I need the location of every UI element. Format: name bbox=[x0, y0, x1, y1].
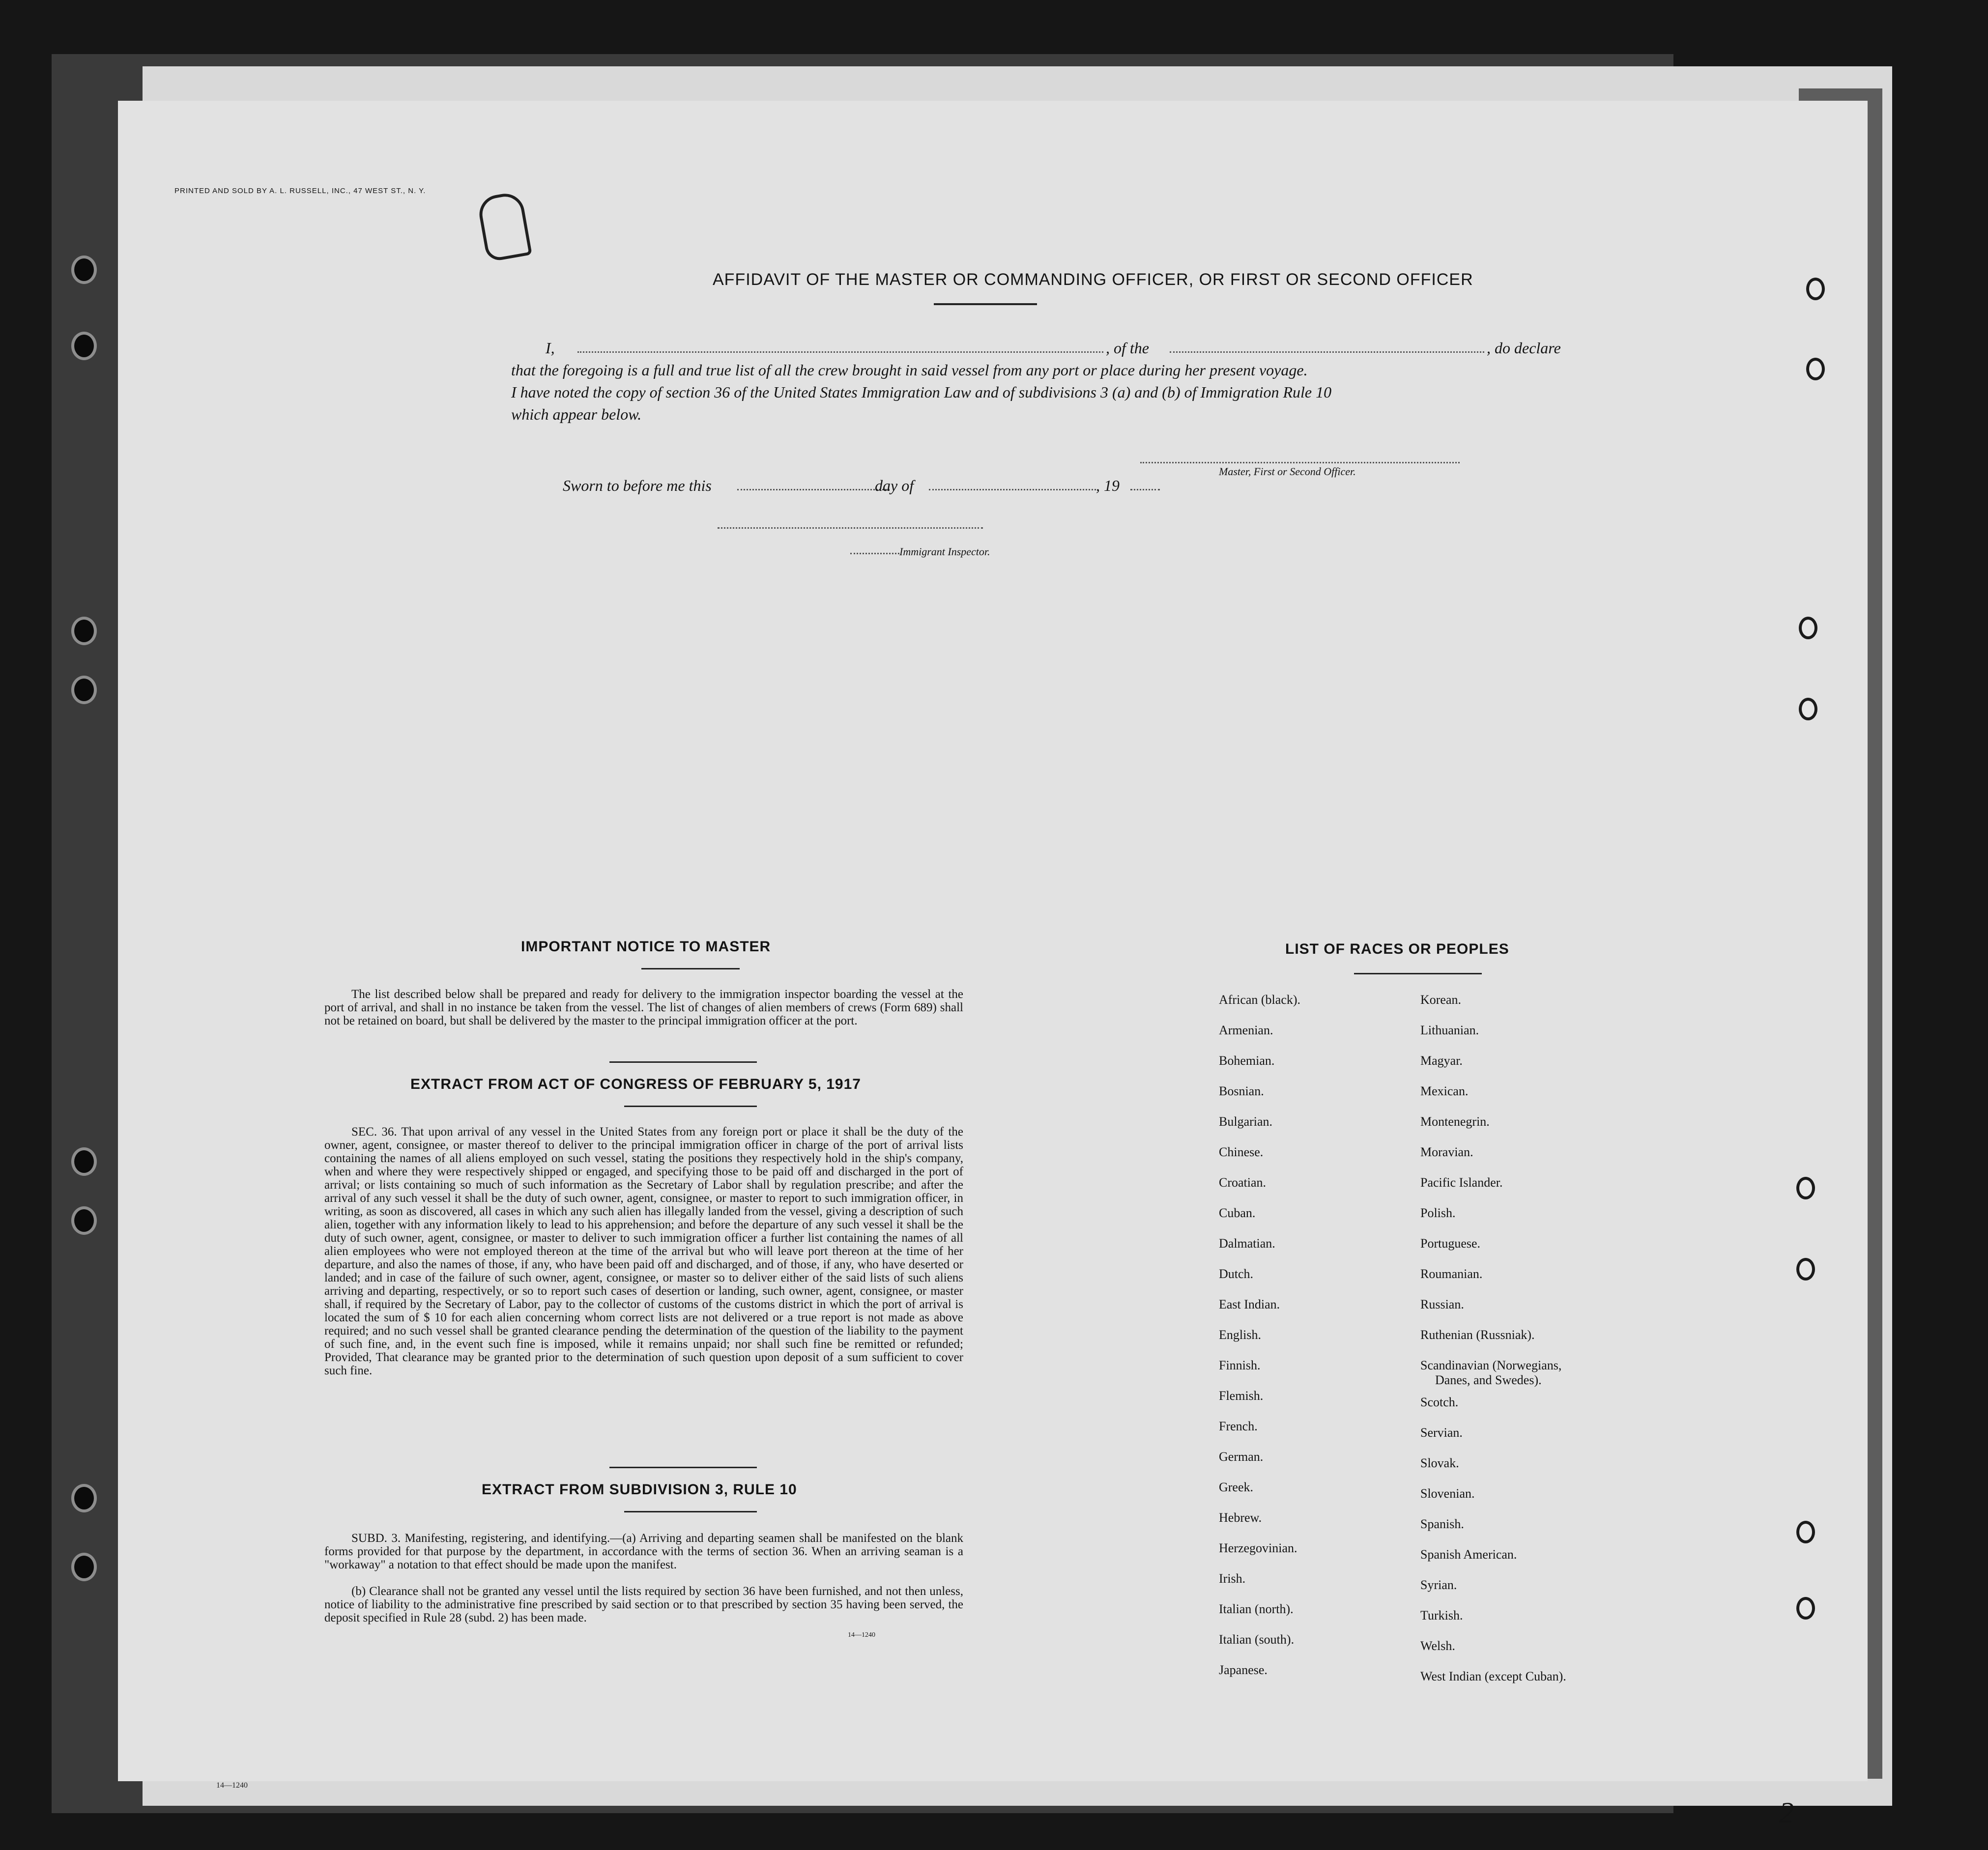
punch-hole bbox=[71, 1484, 97, 1512]
punch-hole bbox=[1796, 1258, 1815, 1281]
race-right-5: Montenegrin. bbox=[1420, 1114, 1490, 1129]
punch-hole bbox=[1806, 358, 1825, 380]
race-right-23: West Indian (except Cuban). bbox=[1420, 1669, 1566, 1683]
race-right-2: Lithuanian. bbox=[1420, 1023, 1479, 1037]
race-right-11: Russian. bbox=[1420, 1297, 1464, 1311]
notice-title: IMPORTANT NOTICE TO MASTER bbox=[521, 939, 771, 955]
master-label: Master, First or Second Officer. bbox=[1219, 465, 1356, 478]
affidavit-line-3: I have noted the copy of section 36 of the United States Immigration Law and of subdivisions 3 (a) and (b) of Immigration Rule 10 bbox=[511, 383, 1332, 401]
year-prefix: , 19 bbox=[1096, 477, 1120, 494]
punch-hole bbox=[1796, 1521, 1815, 1543]
race-right-22: Welsh. bbox=[1420, 1639, 1455, 1653]
affidavit-do-declare: , do declare bbox=[1487, 339, 1561, 357]
race-left-17: Greek. bbox=[1219, 1480, 1254, 1494]
inspector-lead bbox=[850, 553, 899, 554]
race-right-14: Scotch. bbox=[1420, 1395, 1459, 1409]
race-left-7: Croatian. bbox=[1219, 1175, 1267, 1190]
race-right-1: Korean. bbox=[1420, 993, 1462, 1007]
punch-hole bbox=[1796, 1177, 1815, 1199]
master-signature-blank[interactable] bbox=[1140, 462, 1460, 463]
race-left-11: East Indian. bbox=[1219, 1297, 1280, 1311]
race-left-14: Flemish. bbox=[1219, 1389, 1264, 1403]
race-left-4: Bosnian. bbox=[1219, 1084, 1264, 1098]
race-left-23: Japanese. bbox=[1219, 1663, 1268, 1677]
race-right-7: Pacific Islander. bbox=[1420, 1175, 1503, 1190]
vessel-blank[interactable] bbox=[1170, 351, 1484, 353]
ink-mark bbox=[476, 191, 532, 262]
race-left-16: German. bbox=[1219, 1450, 1264, 1464]
race-right-15: Servian. bbox=[1420, 1425, 1463, 1440]
race-left-2: Armenian. bbox=[1219, 1023, 1273, 1037]
document-page bbox=[118, 101, 1868, 1829]
race-left-10: Dutch. bbox=[1219, 1267, 1254, 1281]
race-right-13: Scandinavian (Norwegians, bbox=[1420, 1358, 1562, 1372]
punch-hole bbox=[71, 256, 97, 284]
day-of-text: day of bbox=[875, 477, 914, 494]
race-left-6: Chinese. bbox=[1219, 1145, 1264, 1159]
race-right-3: Magyar. bbox=[1420, 1053, 1463, 1068]
notice-divider bbox=[609, 1061, 757, 1063]
extract-act-divider bbox=[609, 1467, 757, 1468]
inspector-label: Immigrant Inspector. bbox=[899, 545, 990, 558]
race-left-12: English. bbox=[1219, 1328, 1261, 1342]
race-right-13-cont: Danes, and Swedes). bbox=[1435, 1373, 1542, 1387]
race-left-3: Bohemian. bbox=[1219, 1053, 1275, 1068]
race-right-19: Spanish American. bbox=[1420, 1547, 1517, 1562]
race-right-20: Syrian. bbox=[1420, 1578, 1457, 1592]
race-right-12: Ruthenian (Russniak). bbox=[1420, 1328, 1535, 1342]
affidavit-line-2: that the foregoing is a full and true list of all the crew brought in said vessel from any port or place during her present voyage. bbox=[511, 361, 1308, 379]
extract-rule-text-a: SUBD. 3. Manifesting, registering, and identifying.—(a) Arriving and departing seamen shall be manifested on the blank forms provided for that purpose by the department, in accordance with the terms of section 36. When an arriving seaman is a "workaway" a notation to that effect should be made upon the manifest. bbox=[324, 1532, 963, 1571]
race-left-19: Herzegovinian. bbox=[1219, 1541, 1297, 1555]
notice-rule bbox=[641, 968, 740, 969]
margin-form-number: 14—1240 bbox=[216, 1781, 248, 1790]
day-blank[interactable] bbox=[737, 489, 890, 490]
sworn-text: Sworn to before me this bbox=[563, 477, 712, 494]
race-right-8: Polish. bbox=[1420, 1206, 1456, 1220]
extract-act-title: EXTRACT FROM ACT OF CONGRESS OF FEBRUARY 5, 1917 bbox=[410, 1076, 861, 1092]
race-left-13: Finnish. bbox=[1219, 1358, 1261, 1372]
race-right-18: Spanish. bbox=[1420, 1517, 1464, 1531]
race-left-1: African (black). bbox=[1219, 993, 1301, 1007]
race-left-20: Irish. bbox=[1219, 1571, 1246, 1586]
extract-rule-rule bbox=[624, 1511, 757, 1512]
race-left-8: Cuban. bbox=[1219, 1206, 1256, 1220]
race-left-22: Italian (south). bbox=[1219, 1632, 1295, 1647]
extract-rule-text-b: (b) Clearance shall not be granted any vessel until the lists required by section 36 have been furnished, and not then unless, notice of liability to the administrative fine prescribed by said section or to that prescribed by section 35 having been served, the deposit specified in Rule 28 (subd. 2) has been made. bbox=[324, 1585, 963, 1624]
race-right-6: Moravian. bbox=[1420, 1145, 1473, 1159]
race-left-9: Dalmatian. bbox=[1219, 1236, 1275, 1251]
race-right-9: Portuguese. bbox=[1420, 1236, 1481, 1251]
extract-rule-title: EXTRACT FROM SUBDIVISION 3, RULE 10 bbox=[482, 1481, 797, 1498]
punch-hole bbox=[1796, 1597, 1815, 1620]
punch-hole bbox=[71, 676, 97, 704]
extract-act-rule bbox=[624, 1106, 757, 1107]
punch-hole bbox=[71, 617, 97, 645]
title-rule bbox=[934, 303, 1037, 305]
inspector-signature-blank[interactable] bbox=[718, 527, 983, 529]
race-right-17: Slovenian. bbox=[1420, 1486, 1475, 1501]
punch-hole bbox=[71, 1553, 97, 1581]
race-right-16: Slovak. bbox=[1420, 1456, 1459, 1470]
races-title: LIST OF RACES OR PEOPLES bbox=[1285, 941, 1509, 957]
printer-line: PRINTED AND SOLD BY A. L. RUSSELL, INC., 47 WEST ST., N. Y. bbox=[174, 187, 426, 195]
affidavit-of-the: , of the bbox=[1106, 339, 1149, 357]
race-right-10: Roumanian. bbox=[1420, 1267, 1483, 1281]
races-rule bbox=[1354, 973, 1482, 974]
race-left-15: French. bbox=[1219, 1419, 1258, 1433]
punch-hole bbox=[1799, 617, 1817, 639]
race-left-21: Italian (north). bbox=[1219, 1602, 1294, 1616]
race-left-5: Bulgarian. bbox=[1219, 1114, 1273, 1129]
race-right-4: Mexican. bbox=[1420, 1084, 1469, 1098]
month-blank[interactable] bbox=[929, 489, 1096, 490]
handwritten-page-number: 2 bbox=[1779, 1796, 1794, 1829]
affidavit-i: I, bbox=[546, 339, 555, 357]
race-left-18: Hebrew. bbox=[1219, 1510, 1262, 1525]
form-number: 14—1240 bbox=[848, 1631, 875, 1639]
extract-act-text: SEC. 36. That upon arrival of any vessel in the United States from any foreign port or place it shall be the duty of the owner, agent, consignee, or master thereof to deliver to the principal immigration officer in charge of the port of arrival lists containing the names of all aliens employed on such vessel, stating the positions they respectively hold in the ship's company, when and where they were respectively shipped or engaged, and specifying those to be paid off and discharged in the port of arrival; or lists containing so much of such information as the Secretary of Labor shall by regulation prescribe; and after the arrival of any such vessel it shall be the duty of such owner, agent, consignee, or master to report to such immigration officer, in writing, as soon as discovered, all cases in which any such alien has illegally landed from the vessel, giving a description of such alien, together with any information likely to lead to his apprehension; and before the departure of any such vessel it shall be the duty of such owner, agent, consignee, or master to deliver to such immigration officer a further list containing the names of all alien employees who were not employed thereon at the time of the arrival but who will leave port thereon at the time of her departure, and also the names of those, if any, who have been paid off and discharged, and of those, if any, who have deserted or landed; and in case of the failure of such owner, agent, consignee, or master so to deliver either of the said lists of such aliens arriving and departing, respectively, or so to report such cases of desertion or landing, such owner, agent, consignee, or master shall, if required by the Secretary of Labor, pay to the collector of customs of the customs district in which the port of arrival is located the sum of $ 10 for each alien concerning whom correct lists are not delivered or a true report is not made as above required; and no such vessel shall be granted clearance pending the determination of the question of the liability to the payment of such fine, and, in the event such fine is imposed, while it remains unpaid; nor shall such fine be remitted or refunded; Provided, That clearance may be granted prior to the determination of such question upon deposit of a sum sufficient to cover such fine. bbox=[324, 1125, 963, 1377]
punch-hole bbox=[71, 1147, 97, 1176]
affidavit-title: AFFIDAVIT OF THE MASTER OR COMMANDING OFFICER, OR FIRST OR SECOND OFFICER bbox=[713, 270, 1473, 289]
name-blank[interactable] bbox=[577, 351, 1103, 353]
race-right-21: Turkish. bbox=[1420, 1608, 1463, 1622]
punch-hole bbox=[71, 332, 97, 360]
punch-hole bbox=[1806, 278, 1825, 300]
notice-text: The list described below shall be prepared and ready for delivery to the immigration inspector boarding the vessel at the port of arrival, and shall in no instance be taken from the vessel. The list of changes of alien members of crews (Form 689) shall not be retained on board, but shall be delivered by the master to the principal immigration officer at the port. bbox=[324, 988, 963, 1027]
year-blank[interactable] bbox=[1130, 489, 1160, 490]
affidavit-line-4: which appear below. bbox=[511, 405, 642, 423]
punch-hole bbox=[71, 1206, 97, 1235]
punch-hole bbox=[1799, 698, 1817, 720]
